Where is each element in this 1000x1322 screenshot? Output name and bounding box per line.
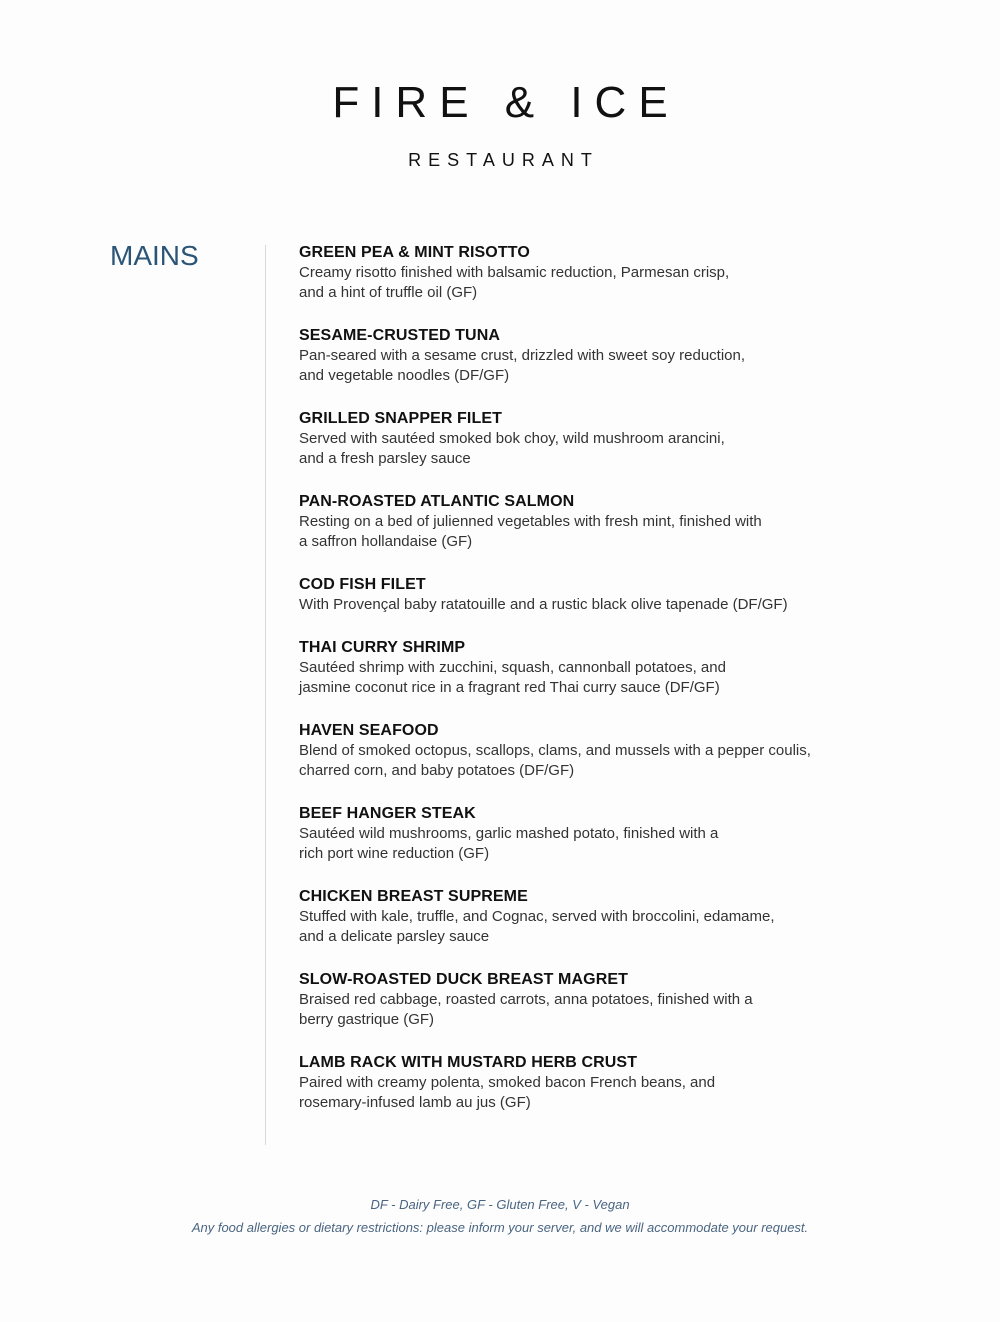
menu-item	[299, 637, 879, 698]
menu-item-description: Served with sautéed smoked bok choy, wild mushroom arancini, and a fresh parsley sauce	[299, 430, 725, 467]
menu-item-name: COD FISH FILET	[299, 576, 426, 593]
menu-item-name: GRILLED SNAPPER FILET	[299, 410, 502, 427]
menu-item	[299, 969, 879, 1030]
menu-item-name: BEEF HANGER STEAK	[299, 805, 476, 822]
menu-item-description: Braised red cabbage, roasted carrots, anna potatoes, finished with a berry gastrique (GF)	[299, 991, 753, 1028]
section-divider	[265, 245, 266, 1145]
menu-items-list	[299, 242, 879, 1135]
menu-item	[299, 720, 879, 781]
section-title: MAINS	[110, 240, 199, 271]
menu-item-description: Stuffed with kale, truffle, and Cognac, served with broccolini, edamame, and a delicate parsley sauce	[299, 908, 775, 945]
menu-item-description: With Provençal baby ratatouille and a rustic black olive tapenade (DF/GF)	[299, 596, 788, 613]
menu-item-name: SESAME-CRUSTED TUNA	[299, 327, 501, 344]
menu-item	[299, 1052, 879, 1113]
menu-item-name: THAI CURRY SHRIMP	[299, 639, 466, 656]
menu-item	[299, 803, 879, 864]
menu-item-name: HAVEN SEAFOOD	[299, 722, 439, 739]
menu-item	[299, 325, 879, 386]
menu-item-description: Resting on a bed of julienned vegetables with fresh mint, finished with a saffron hollandaise (GF)	[299, 513, 762, 550]
menu-item-name: SLOW-ROASTED DUCK BREAST MAGRET	[299, 971, 628, 988]
menu-item	[299, 408, 879, 469]
menu-item-description: Sautéed shrimp with zucchini, squash, cannonball potatoes, and jasmine coconut rice in a fragrant red Thai curry sauce (DF/GF)	[299, 659, 726, 696]
menu-item-name: PAN-ROASTED ATLANTIC SALMON	[299, 493, 575, 510]
restaurant-logo-title: FIRE & ICE	[332, 78, 680, 127]
menu-item	[299, 886, 879, 947]
menu-item-name: CHICKEN BREAST SUPREME	[299, 888, 528, 905]
menu-item-description: Blend of smoked octopus, scallops, clams, and mussels with a pepper coulis, charred corn, and baby potatoes (DF/GF)	[299, 742, 811, 779]
menu-item	[299, 491, 879, 552]
menu-item-name: GREEN PEA & MINT RISOTTO	[299, 244, 530, 261]
allergy-note: Any food allergies or dietary restrictions: please inform your server, and we will accommodate your request.	[191, 1220, 809, 1235]
menu-item-description: Pan-seared with a sesame crust, drizzled with sweet soy reduction, and vegetable noodles (DF/GF)	[299, 347, 746, 384]
menu-item-description: Paired with creamy polenta, smoked bacon French beans, and rosemary-infused lamb au jus (GF)	[299, 1074, 716, 1111]
menu-item	[299, 574, 879, 615]
menu-item-description: Creamy risotto finished with balsamic reduction, Parmesan crisp, and a hint of truffle oil (GF)	[299, 264, 730, 301]
menu-item-description: Sautéed wild mushrooms, garlic mashed potato, finished with a rich port wine reduction (GF)	[299, 825, 719, 862]
menu-item	[299, 242, 879, 303]
menu-item-name: LAMB RACK WITH MUSTARD HERB CRUST	[299, 1054, 638, 1071]
restaurant-subtitle: RESTAURANT	[408, 150, 599, 170]
dietary-legend: DF - Dairy Free, GF - Gluten Free, V - Vegan	[370, 1197, 630, 1212]
